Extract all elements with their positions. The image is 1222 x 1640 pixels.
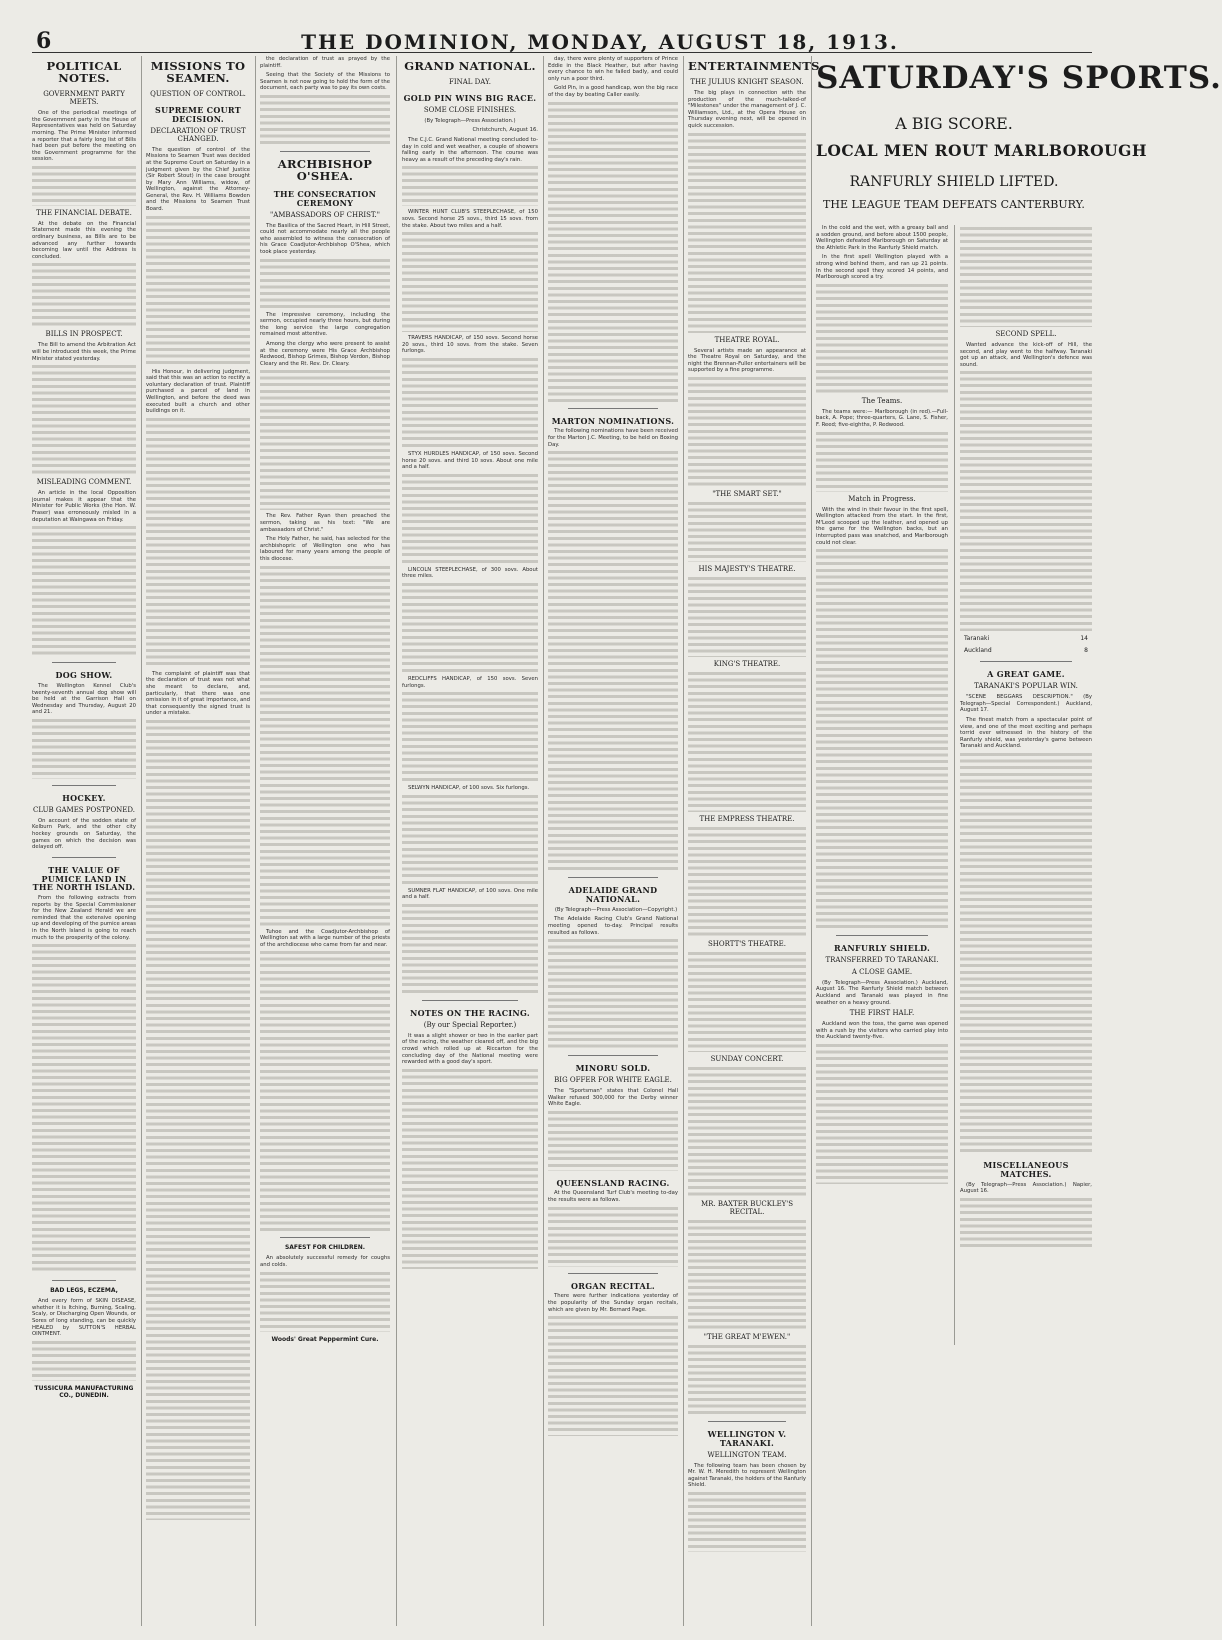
text-lines	[402, 692, 538, 782]
text-lines	[688, 672, 806, 812]
subhead-government-party: GOVERNMENT PARTY MEETS.	[43, 90, 125, 107]
article-text: The question of control of the Missions to Seamen Trust was decided at the Supreme Court on Saturday in a judgment given by the Chief Justice (Sir Robert Stout) in the case brought by Mary Ann Williams, widow, of Wellington, against the Attorney-General, the Rev. H. Williams Bowden and the Missions to Seamen Trust Board.	[146, 146, 250, 213]
race-result: WINTER HUNT CLUB'S STEEPLECHASE, of 150 sovs. Second horse 25 sovs., third 15 sovs. from the stake. About two miles and a half.	[402, 209, 538, 229]
article-text: From the following extracts from reports by the Special Commissioner for the New Zealand Herald we are reminded that the extensive opening up and developing of the pumice areas in the North Island is going to reach much to the prosperity of the colony.	[32, 895, 136, 941]
text-lines	[32, 944, 136, 1274]
text-lines	[402, 904, 538, 994]
text-lines	[32, 526, 136, 656]
column-rule	[543, 56, 544, 1626]
article-text: The C.J.C. Grand National meeting concluded to-day in cold and wet weather, a couple of showers falling early in the afternoon. The course was heavy as a result of the preceding day's rain.	[402, 137, 538, 163]
divider	[568, 1055, 658, 1056]
article-text: The teams were:— Marlborough (in red).—Full-back, A. Pope; three-quarters, G. Lane, S. Fisher, F. Reed; five-eighths, P. Redwood.	[816, 408, 948, 428]
text-lines	[816, 284, 948, 394]
text-lines	[688, 377, 806, 487]
text-lines	[688, 1492, 806, 1552]
subhead-consecration: THE CONSECRATION CEREMONY	[273, 189, 377, 208]
score-value: 8	[1084, 647, 1088, 655]
text-lines	[260, 370, 390, 510]
article-text: the declaration of trust as prayed by the plaintiff.	[260, 56, 390, 69]
article-text: The Bill to amend the Arbitration Act will be introduced this week, the Prime Minister stated yesterday.	[32, 342, 136, 362]
text-lines	[688, 1345, 806, 1415]
article-text: The Rev. Father Ryan then preached the sermon, taking as his text: "We are ambassadors of Christ."	[260, 513, 390, 533]
headline-minoru-sold: MINORU SOLD.	[575, 1063, 651, 1074]
article-text: On account of the sodden state of Kelburn Park, and the other city hockey grounds on Saturday, the games on which the decision was delayed off.	[32, 817, 136, 851]
sports-column-left	[816, 225, 948, 1187]
article-text: Gold Pin, in a good handicap, won the big race of the day by beating Caller easily.	[548, 85, 678, 98]
subhead-local-men-rout: LOCAL MEN ROUT MARLBOROUGH	[816, 141, 1148, 160]
article-text: In the cold and the wet, with a greasy ball and a sodden ground, and before about 1500 people, Wellington defeated Marlborough on Saturday at the Athletic Park in the Ranfurly Shield match.	[816, 225, 948, 251]
race-result: REDCLIFFS HANDICAP, of 150 sovs. Seven furlongs.	[402, 675, 538, 689]
text-lines	[402, 232, 538, 332]
text-lines	[260, 259, 390, 309]
subhead-sunday-concert: SUNDAY CONCERT.	[710, 1055, 784, 1063]
headline-hockey: HOCKEY.	[62, 792, 106, 803]
divider	[280, 1237, 370, 1238]
page-number: 6	[36, 28, 52, 54]
race-result: LINCOLN STEEPLECHASE, of 300 sovs. About three miles.	[402, 566, 538, 580]
advert-text: And every form of SKIN DISEASE, whether it is Itching, Burning, Scaling, Scaly, or Discharging Open Wounds, or Sores of long standing, can be quickly HEALED by SUTTON'S HERBAL OINTMENT.	[32, 1298, 136, 1338]
text-lines	[402, 358, 538, 448]
text-lines	[960, 753, 1092, 1153]
text-lines	[960, 371, 1092, 631]
text-lines	[816, 1044, 948, 1184]
text-lines	[32, 166, 136, 206]
headline-political-notes: POLITICAL NOTES.	[46, 59, 122, 86]
masthead	[0, 0, 1114, 52]
divider	[52, 1280, 116, 1281]
subhead-big-offer: BIG OFFER FOR WHITE EAGLE.	[554, 1075, 672, 1084]
article-text: Tuhoe and the Coadjutor-Archbishop of Wellington sat with a large number of the priests of the archdiocese who came from far and near.	[260, 928, 390, 948]
text-lines	[402, 474, 538, 564]
article-text: Seeing that the Society of the Missions to Seamen is not now going to hold the form of the document, each party was to pay its own costs.	[260, 72, 390, 92]
text-lines	[688, 1067, 806, 1197]
text-lines	[402, 583, 538, 673]
byline: (By Telegraph—Press Association—Copyright.)	[554, 906, 678, 913]
divider	[836, 935, 928, 936]
article-text: In the first spell Wellington played with a strong wind behind them, and ran up 21 points. In the second spell they scored 14 points, and Marlborough scored a try.	[816, 254, 948, 281]
text-lines	[402, 166, 538, 206]
subhead-empress-theatre: THE EMPRESS THEATRE.	[699, 815, 795, 823]
text-lines	[548, 102, 678, 402]
headline-archbishop: ARCHBISHOP O'SHEA.	[277, 156, 373, 184]
article-text: Auckland won the toss, the game was opened with a rush by the visitors who carried play into the Auckland twenty-five.	[816, 1021, 948, 1041]
subhead-final-day: FINAL DAY.	[448, 78, 491, 87]
divider	[568, 408, 658, 409]
saturdays-sports-section	[816, 56, 1222, 1626]
score-row	[964, 635, 1088, 643]
article-text: One of the periodical meetings of the Government party in the House of Representatives was held on Saturday morning. The Prime Minister informed a reporter that a fairly long list of Bills had been put before the meeting on the Government programme for the session.	[32, 110, 136, 163]
advert-text: An absolutely successful remedy for coughs and colds.	[260, 1255, 390, 1268]
subhead-first-half: THE FIRST HALF.	[849, 1009, 915, 1018]
text-lines	[402, 795, 538, 885]
headline-marton-nominations: MARTON NOMINATIONS.	[551, 415, 675, 426]
article-text: With the wind in their favour in the first spell, Wellington attacked from the start. In the first, M'Leod scooped up the leather, and opened up the game for the Wellington backs, but an interrupted pass was snatched, and Marlborough could not clear.	[816, 506, 948, 546]
subhead-kings-theatre: KING'S THEATRE.	[713, 660, 781, 668]
column-rule	[811, 56, 812, 1626]
column-grand-national	[402, 56, 538, 1626]
headline-saturdays-sports: SATURDAY'S SPORTS.	[816, 60, 1222, 96]
article-text: The "Sportsman" states that Colonel Hall Walker refused 300,000 for the Derby winner White Eagle.	[548, 1087, 678, 1108]
advert-headline: BAD LEGS, ECZEMA,	[50, 1287, 118, 1295]
byline-special-reporter: (By our Special Reporter.)	[423, 1020, 517, 1029]
article-text: The big plays in connection with the production of the much-talked-of "Milestones" under the management of J. C. Williamson, Ltd., at the Opera House on Thursday evening next, will be opened in quick succession.	[688, 90, 806, 130]
divider	[422, 1000, 518, 1001]
score-row	[964, 647, 1088, 655]
divider	[708, 1421, 786, 1422]
headline-missions-to-seamen: MISSIONS TO SEAMEN.	[150, 59, 246, 86]
subhead-transferred: TRANSFERRED TO TARANAKI.	[825, 955, 939, 964]
race-result: SELWYN HANDICAP, of 100 sovs. Six furlongs.	[408, 785, 530, 792]
article-text: (By Telegraph—Press Association.) Napier, August 16.	[960, 1181, 1092, 1195]
text-lines	[32, 263, 136, 327]
article-text: The following team has been chosen by Mr. W. H. Meredith to represent Wellington against Taranaki, the holders of the Ranfurly Shield.	[688, 1462, 806, 1489]
text-lines	[688, 952, 806, 1052]
headline-wellington-taranaki: WELLINGTON V. TARANAKI.	[707, 1429, 787, 1448]
subhead-second-spell: SECOND SPELL.	[995, 330, 1057, 338]
article-text: At the Queensland Turf Club's meeting to-day the results were as follows.	[548, 1190, 678, 1204]
text-lines	[32, 719, 136, 779]
headline-adelaide-grand-national: ADELAIDE GRAND NATIONAL.	[568, 885, 658, 904]
subhead-supreme-court: SUPREME COURT DECISION.	[155, 105, 241, 124]
article-text: day, there were plenty of supporters of Prince Eddie in the Black Heather, but after having every chance to win he failed badly, and could only run a poor third.	[548, 56, 678, 82]
column-entertainments	[688, 56, 824, 1626]
subhead-close-game: A CLOSE GAME.	[851, 967, 913, 976]
text-lines	[548, 1111, 678, 1171]
article-text: At the debate on the Financial Statement made this evening the ordinary business, as Bills are to be advanced any further towards becoming law until the Address is concluded.	[32, 220, 136, 260]
divider	[568, 1273, 658, 1274]
subhead-julius-knight: THE JULIUS KNIGHT SEASON.	[690, 78, 804, 87]
column-rule	[954, 225, 955, 1345]
text-lines	[260, 566, 390, 926]
article-text: The Wellington Kennel Club's twenty-seventh annual dog show will be held at the Garrison Hall on Wednesday and Thursday, August 20 and 21.	[32, 682, 136, 716]
article-text: The finest match from a spectacular point of view, and one of the most exciting and perhaps torrid ever witnessed in the history of the Ranfurly shield, was yesterday's game between Taranaki and Auckland.	[960, 716, 1092, 750]
column-rule	[683, 56, 684, 1626]
text-lines	[260, 1272, 390, 1332]
column-political-notes	[32, 56, 136, 1626]
subhead-ranfurly-lifted: RANFURLY SHIELD LIFTED.	[849, 174, 1059, 190]
subhead-league-team: THE LEAGUE TEAM DEFEATS CANTERBURY.	[823, 198, 1085, 211]
article-text: There were further indications yesterday of the popularity of the Sunday organ recitals, which are given by Mr. Bernard Page.	[548, 1293, 678, 1313]
headline-entertainments: ENTERTAINMENTS.	[688, 59, 824, 73]
article-text: Several artists made an appearance at the Theatre Royal on Saturday, and the night the Brennan-Fuller entertainers will be supported by a fine programme.	[688, 347, 806, 374]
text-lines	[402, 1069, 538, 1269]
score-team: Taranaki	[964, 635, 990, 643]
text-lines	[688, 502, 806, 562]
byline: (By Telegraph—Press Association.)	[424, 117, 516, 124]
column-archbishop	[260, 56, 390, 1626]
subhead-bills-in-prospect: BILLS IN PROSPECT.	[45, 330, 123, 339]
article-text: (By Telegraph—Press Association.) Auckland, August 16. The Ranfurly Shield match between Auckland and Taranaki was played in fine weather on a heavy ground.	[816, 979, 948, 1006]
divider	[52, 785, 116, 786]
divider	[280, 151, 370, 152]
article-text: His Honour, in delivering judgment, said that this was an action to rectify a voluntary declaration of trust. Plaintiff purchased a parcel of land in Wellington, and before the deed was executed built a church and other buildings on it.	[146, 368, 250, 415]
column-rule	[396, 56, 397, 1626]
headline-ranfurly-shield: RANFURLY SHIELD.	[833, 943, 931, 954]
subhead-shortts-theatre: SHORTT'S THEATRE.	[707, 940, 787, 948]
text-lines	[688, 1220, 806, 1330]
article-text: The complaint of plaintiff was that the declaration of trust was not what she meant to declare, and, particularly, that there was one omission in it of great importance, and that consequently the signed trust is under a mistake.	[146, 670, 250, 717]
column-racing-results	[548, 56, 678, 1626]
headline-dog-show: DOG SHOW.	[55, 670, 113, 681]
subhead-big-score: A BIG SCORE.	[895, 114, 1013, 133]
divider	[52, 662, 116, 663]
text-lines	[688, 827, 806, 937]
subhead-financial-debate: THE FINANCIAL DEBATE.	[36, 208, 132, 217]
headline-organ-recital: ORGAN RECITAL.	[571, 1280, 655, 1291]
text-lines	[260, 95, 390, 145]
text-lines	[688, 133, 806, 333]
article-text: The Holy Father, he said, has selected for the archbishopric of Wellington one who has laboured for many years among the people of this diocese.	[260, 536, 390, 562]
text-lines	[688, 577, 806, 657]
subhead-wellington-team: WELLINGTON TEAM.	[707, 1450, 787, 1459]
subhead-club-games: CLUB GAMES POSTPONED.	[32, 805, 136, 814]
dateline: Christchurch, August 16.	[472, 127, 538, 134]
sports-column-right	[960, 225, 1092, 1251]
divider	[52, 857, 116, 858]
race-result: TRAVERS HANDICAP, of 150 sovs. Second horse 20 sovs., third 10 sovs. from the stake. Seven furlongs.	[402, 335, 538, 355]
headline-great-game: A GREAT GAME.	[987, 669, 1065, 680]
article-text: It was a slight shower or two in the earlier part of the racing, the weather cleared off, and the big crowd which rolled up at Riccarton for the concluding day of the National meeting were rewarded with a good day's sport.	[402, 1032, 538, 1066]
masthead-rule	[32, 52, 1092, 53]
race-result: STYX HURDLES HANDICAP, of 150 sovs. Second horse 20 sovs. and third 10 sovs. About one mile and a half.	[402, 450, 538, 471]
text-lines	[146, 216, 250, 366]
headline-grand-national: GRAND NATIONAL.	[404, 59, 536, 73]
masthead-title: THE DOMINION, MONDAY, AUGUST 18, 1913.	[301, 30, 899, 54]
column-missions-to-seamen	[146, 56, 250, 1626]
headline-misc-matches: MISCELLANEOUS MATCHES.	[983, 1159, 1069, 1179]
subhead-his-majestys: HIS MAJESTY'S THEATRE.	[698, 565, 796, 573]
article-text: Among the clergy who were present to assist at the ceremony were His Grace Archbishop Redwood, Bishop Grimes, Bishop Verdon, Bishop Cleary and the Rt. Rev. Dr. Cleary.	[260, 341, 390, 367]
text-lines	[816, 432, 948, 492]
divider	[980, 661, 1072, 662]
subhead-baxter-buckley: MR. BAXTER BUCKLEY'S RECITAL.	[700, 1200, 794, 1216]
subhead-ambassadors: "AMBASSADORS OF CHRIST."	[269, 210, 380, 219]
subhead-declaration: DECLARATION OF TRUST CHANGED.	[150, 126, 246, 143]
subhead-close-finishes: SOME CLOSE FINISHES.	[423, 105, 517, 114]
column-rule	[141, 56, 142, 1626]
subhead-smart-set: "THE SMART SET."	[712, 490, 782, 498]
advert-headline: SAFEST FOR CHILDREN.	[284, 1244, 366, 1252]
text-lines	[32, 1341, 136, 1381]
text-lines	[548, 1316, 678, 1436]
text-lines	[548, 1207, 678, 1267]
headline-pumice-land: THE VALUE OF PUMICE LAND IN THE NORTH ISLAND.	[32, 864, 136, 893]
text-lines	[960, 227, 1092, 327]
subhead-gold-pin: GOLD PIN WINS BIG RACE.	[403, 93, 537, 104]
column-rule	[255, 56, 256, 1626]
subhead-question-of-control: QUESTION OF CONTROL.	[150, 90, 246, 99]
subhead-the-teams: The Teams.	[861, 396, 903, 405]
advert-footer: Woods' Great Peppermint Cure.	[271, 1335, 379, 1343]
article-text: An article in the local Opposition journal makes it appear that the Minister for Public Works (the Hon. W. Fraser) was erroneously misled in a deputation at Waingawa on Friday.	[32, 490, 136, 523]
divider	[568, 877, 658, 878]
subhead-misleading-comment: MISLEADING COMMENT.	[36, 478, 132, 487]
article-text: The Basilica of the Sacred Heart, in Hill Street, could not accommodate nearly all the people who assembled to witness the consecration of his Grace Coadjutor-Archbishop O'Shea, which took place yesterday.	[260, 222, 390, 256]
text-lines	[260, 951, 390, 1231]
race-result: SUMNER FLAT HANDICAP, of 100 sovs. One mile and a half.	[402, 887, 538, 901]
sports-columns	[816, 225, 1092, 1345]
advert-footer: TUSSICURA MANUFACTURING CO., DUNEDIN.	[34, 1384, 134, 1399]
headline-queensland-racing: QUEENSLAND RACING.	[556, 1177, 670, 1188]
text-lines	[146, 418, 250, 668]
text-lines	[548, 451, 678, 871]
subhead-theatre-royal: THEATRE ROYAL.	[714, 335, 780, 344]
score-team: Auckland	[964, 647, 992, 655]
text-lines	[146, 720, 250, 1520]
text-lines	[32, 365, 136, 475]
article-text: The following nominations have been received for the Marton J.C. Meeting, to be held on Boxing Day.	[548, 428, 678, 448]
subhead-match-progress: Match in Progress.	[848, 494, 916, 503]
article-text: "SCENE BEGGARS DESCRIPTION." (By Telegraph—Special Correspondent.) Auckland, August 17.	[960, 694, 1092, 714]
text-lines	[548, 939, 678, 1049]
text-lines	[816, 549, 948, 929]
subhead-great-mewen: "THE GREAT M'EWEN."	[703, 1333, 791, 1341]
headline-notes-on-racing: NOTES ON THE RACING.	[410, 1007, 530, 1018]
text-lines	[960, 1198, 1092, 1248]
article-text: The Adelaide Racing Club's Grand National meeting opened to-day. Principal results resulted as follows.	[548, 916, 678, 936]
article-text: The impressive ceremony, including the sermon, occupied nearly three hours, but during the long service the large congregation remained most attentive.	[260, 311, 390, 338]
score-value: 14	[1080, 635, 1088, 643]
subhead-popular-win: TARANAKI'S POPULAR WIN.	[974, 682, 1078, 691]
article-text: Wanted advance the kick-off of Hill, the second, and play went to the halfway. Taranaki got up an attack, and Wellington's defence was sound.	[960, 342, 1092, 368]
